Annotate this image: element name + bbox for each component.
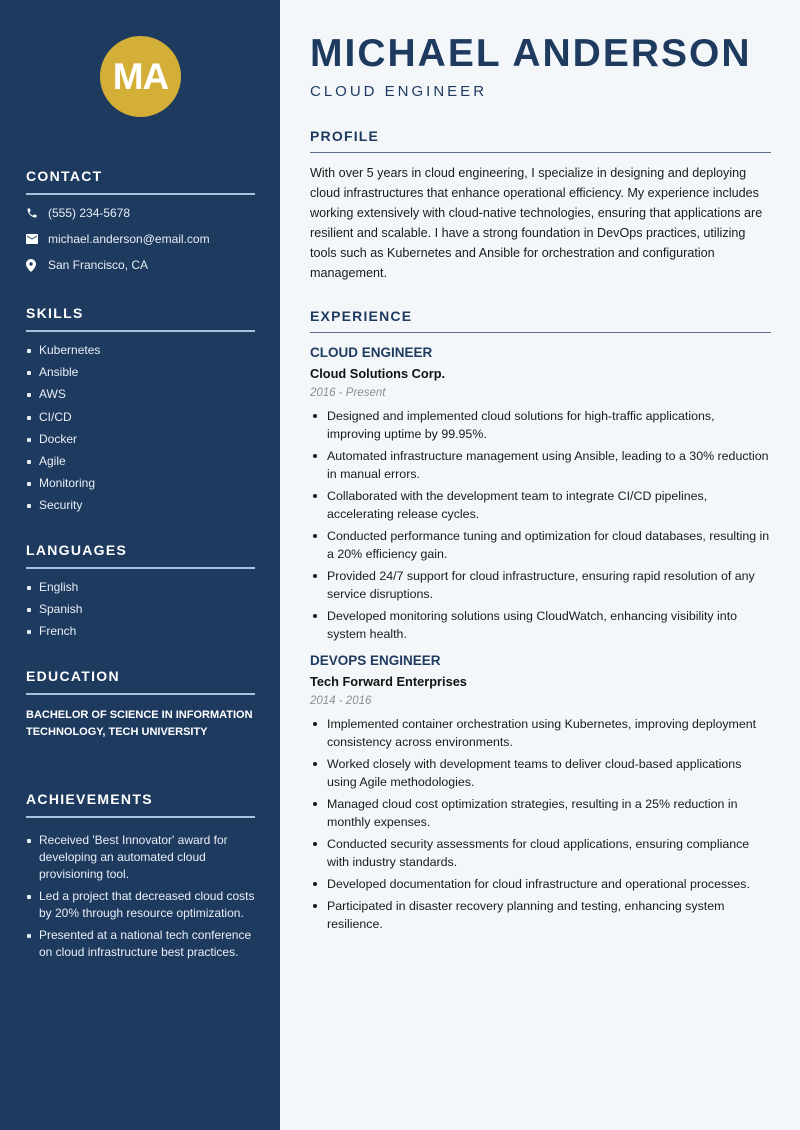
skills-list xyxy=(26,342,255,514)
job-bullet: Managed cloud cost optimization strategies, resulting in a 25% reduction in monthly expenses. xyxy=(310,795,771,831)
job-bullet: Conducted performance tuning and optimization for cloud databases, resulting in a 20% efficiency gain. xyxy=(310,527,771,563)
languages-section xyxy=(26,542,255,646)
contact-location xyxy=(26,252,255,278)
candidate-title: CLOUD ENGINEER xyxy=(310,83,488,100)
experience-section xyxy=(310,308,771,937)
phone-icon xyxy=(26,207,48,219)
achievements-section xyxy=(26,791,255,966)
job-title: DEVOPS ENGINEER xyxy=(310,653,441,668)
contact-email xyxy=(26,226,255,252)
skill-item: Docker xyxy=(26,431,255,448)
job-bullet: Provided 24/7 support for cloud infrastructure, ensuring rapid resolution of any service disruptions. xyxy=(310,567,771,603)
experience-heading: EXPERIENCE xyxy=(310,308,771,333)
achievement-item: Received 'Best Innovator' award for developing an automated cloud provisioning tool. xyxy=(26,832,255,883)
skill-item: Kubernetes xyxy=(26,342,255,359)
job-bullet: Designed and implemented cloud solutions for high-traffic applications, improving uptime by 99.95%. xyxy=(310,407,771,443)
job-bullet: Worked closely with development teams to deliver cloud-based applications using Agile methodologies. xyxy=(310,755,771,791)
email-icon xyxy=(26,234,48,244)
achievement-item: Led a project that decreased cloud costs by 20% through resource optimization. xyxy=(26,888,255,922)
location-text: San Francisco, CA xyxy=(48,258,149,272)
skill-item: CI/CD xyxy=(26,409,255,426)
skills-heading: SKILLS xyxy=(26,305,255,332)
job-bullet: Automated infrastructure management using Ansible, leading to a 30% reduction in manual errors. xyxy=(310,447,771,483)
contact-heading: CONTACT xyxy=(26,168,255,195)
job-entry xyxy=(310,345,771,643)
job-dates: 2016 - Present xyxy=(310,387,386,399)
skill-item: AWS xyxy=(26,386,255,403)
achievement-item: Presented at a national tech conference on cloud infrastructure best practices. xyxy=(26,927,255,961)
job-dates: 2014 - 2016 xyxy=(310,695,372,707)
job-company: Cloud Solutions Corp. xyxy=(310,366,446,381)
achievements-heading: ACHIEVEMENTS xyxy=(26,791,255,818)
skill-item: Agile xyxy=(26,453,255,470)
contact-section xyxy=(26,168,255,278)
job-bullet: Developed documentation for cloud infrastructure and operational processes. xyxy=(310,875,771,893)
job-bullet: Collaborated with the development team to integrate CI/CD pipelines, accelerating release cycles. xyxy=(310,487,771,523)
job-company: Tech Forward Enterprises xyxy=(310,674,467,689)
education-heading: EDUCATION xyxy=(26,668,255,695)
job-entry xyxy=(310,653,771,933)
email-text[interactable]: michael.anderson@email.com xyxy=(48,232,210,246)
skill-item: Monitoring xyxy=(26,475,255,492)
education-section xyxy=(26,668,255,741)
avatar xyxy=(100,36,181,117)
languages-heading: LANGUAGES xyxy=(26,542,255,569)
contact-phone xyxy=(26,200,255,226)
profile-heading: PROFILE xyxy=(310,128,771,153)
sidebar xyxy=(0,0,280,1130)
language-item: French xyxy=(26,623,255,640)
skill-item: Security xyxy=(26,497,255,514)
languages-list xyxy=(26,579,255,640)
language-item: English xyxy=(26,579,255,596)
achievements-list xyxy=(26,832,255,961)
phone-text[interactable]: (555) 234-5678 xyxy=(48,206,131,220)
candidate-name: MICHAEL ANDERSON xyxy=(310,32,752,75)
job-bullet: Conducted security assessments for cloud applications, ensuring compliance with industry standards. xyxy=(310,835,771,871)
job-bullet: Developed monitoring solutions using CloudWatch, enhancing visibility into system health. xyxy=(310,607,771,643)
job-title: CLOUD ENGINEER xyxy=(310,345,433,360)
language-item: Spanish xyxy=(26,601,255,618)
skills-section xyxy=(26,305,255,520)
skill-item: Ansible xyxy=(26,364,255,381)
avatar-initials: MA xyxy=(112,55,169,97)
education-degree: BACHELOR OF SCIENCE IN INFORMATION TECHNOLOGY, TECH UNIVERSITY xyxy=(26,709,253,738)
job-bullets xyxy=(310,407,771,643)
profile-text: With over 5 years in cloud engineering, I specialize in designing and deploying cloud infrastructures that enhance operational efficiency. My experience includes working extensively with cloud-native technologies, ensuring that applications are resilient and scalable. I have a strong foundation in DevOps practices, utilizing tools such as Kubernetes and Ansible for orchestration and configuration management. xyxy=(310,166,763,280)
profile-section xyxy=(310,128,771,283)
job-bullet: Participated in disaster recovery planning and testing, enhancing system resilience. xyxy=(310,897,771,933)
location-pin-icon xyxy=(26,259,48,272)
job-bullet: Implemented container orchestration using Kubernetes, improving deployment consistency across environments. xyxy=(310,715,771,751)
job-bullets xyxy=(310,715,771,933)
